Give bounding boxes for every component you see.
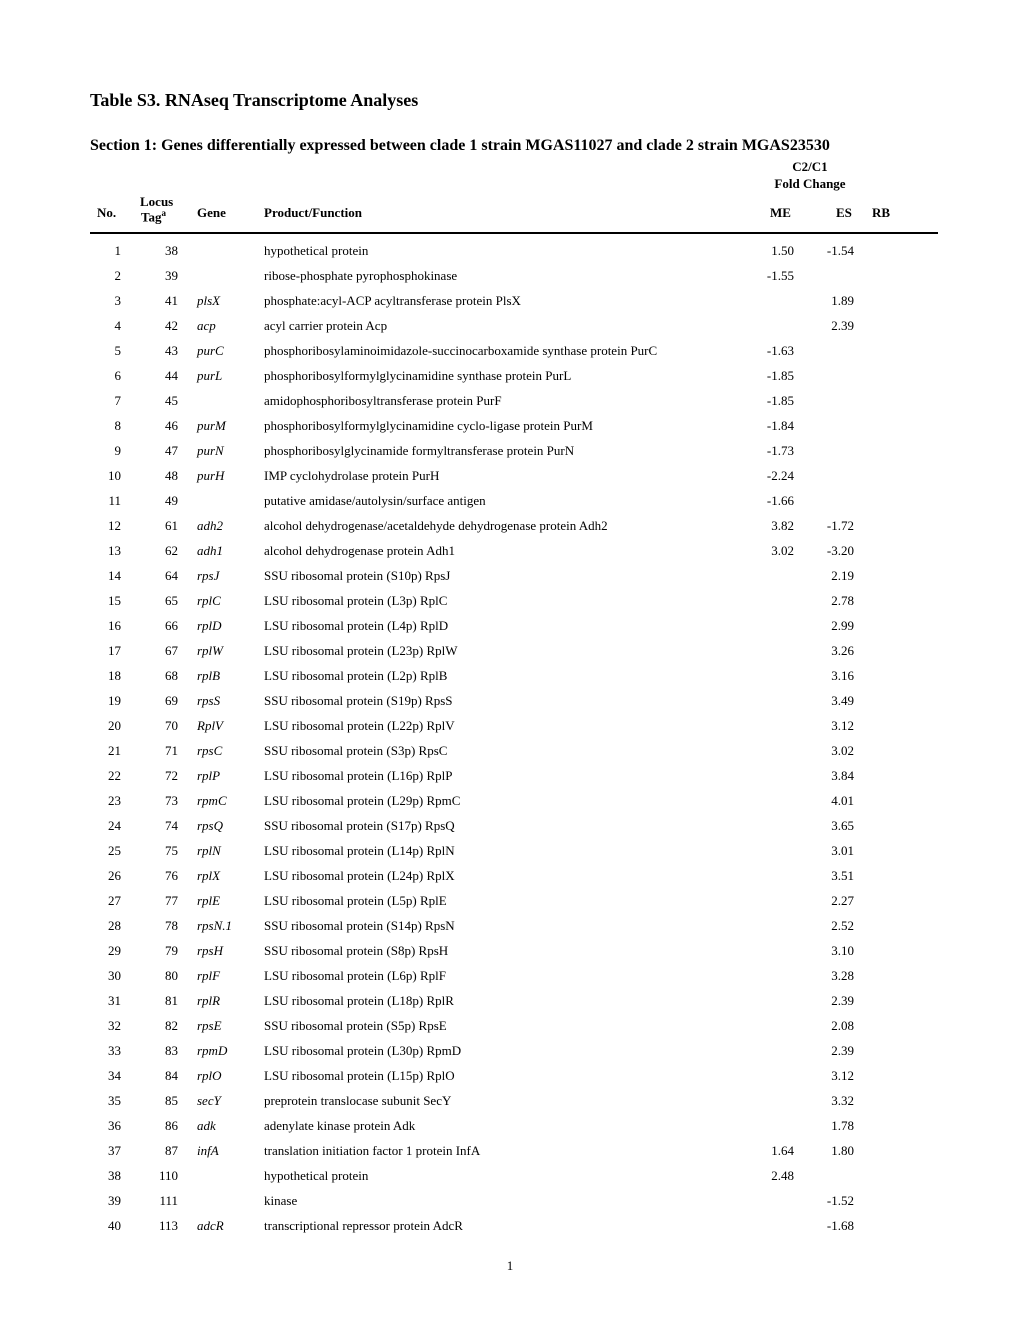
cell-no: 37 [108,1143,121,1158]
cell-no: 35 [108,1093,121,1108]
cell-es: 3.49 [831,693,854,708]
cell-product: LSU ribosomal protein (L24p) RplX [264,868,455,883]
cell-gene: rpmC [197,793,227,808]
cell-product: SSU ribosomal protein (S14p) RpsN [264,918,455,933]
cell-es: 3.02 [831,743,854,758]
cell-es: 3.51 [831,868,854,883]
cell-product: preprotein translocase subunit SecY [264,1093,452,1108]
cell-gene: rpsQ [197,818,224,833]
cell-locus-tag: 67 [165,643,178,658]
cell-gene: infA [197,1143,219,1158]
table-row [0,590,1020,615]
cell-me: 3.02 [771,543,794,558]
table-row [0,265,1020,290]
cell-es: 2.27 [831,893,854,908]
cell-product: LSU ribosomal protein (L22p) RplV [264,718,455,733]
cell-gene: rpmD [197,1043,228,1058]
cell-product: SSU ribosomal protein (S3p) RpsC [264,743,448,758]
table-row [0,890,1020,915]
header-me: ME [770,205,791,220]
cell-product: LSU ribosomal protein (L5p) RplE [264,893,447,908]
cell-no: 20 [108,718,121,733]
cell-no: 3 [114,293,121,308]
table-row [0,1090,1020,1115]
table-row [0,740,1020,765]
table-row [0,490,1020,515]
cell-locus-tag: 48 [165,468,178,483]
column-group-label-fold-change: Fold Change [774,176,846,191]
cell-no: 16 [108,618,121,633]
cell-gene: plsX [197,293,221,308]
cell-no: 14 [108,568,121,583]
table-row [0,665,1020,690]
cell-locus-tag: 79 [165,943,178,958]
table-row [0,990,1020,1015]
cell-gene: rplX [197,868,221,883]
cell-locus-tag: 82 [165,1018,178,1033]
table-row [0,290,1020,315]
table-row [0,440,1020,465]
table-row [0,1015,1020,1040]
cell-es: 2.39 [831,318,854,333]
cell-product: hypothetical protein [264,243,369,258]
cell-no: 25 [108,843,121,858]
cell-locus-tag: 75 [165,843,178,858]
cell-gene: rplR [197,993,221,1008]
cell-locus-tag: 44 [165,368,178,383]
cell-product: transcriptional repressor protein AdcR [264,1218,463,1233]
cell-es: 2.99 [831,618,854,633]
cell-locus-tag: 41 [165,293,178,308]
cell-es: 3.26 [831,643,854,658]
page-title: Table S3. RNAseq Transcriptome Analyses [90,90,419,110]
header-rb: RB [872,205,891,220]
cell-gene: purL [197,368,223,383]
cell-gene: adh2 [197,518,223,533]
cell-locus-tag: 110 [158,1168,178,1183]
cell-no: 36 [108,1118,121,1133]
cell-no: 17 [108,643,121,658]
cell-no: 22 [108,768,121,783]
header-locus: Locus [140,194,174,209]
cell-no: 38 [108,1168,121,1183]
table-row [0,1065,1020,1090]
cell-locus-tag: 66 [165,618,178,633]
cell-locus-tag: 38 [165,243,178,258]
header-es: ES [836,205,852,220]
cell-gene: rpsS [197,693,221,708]
table-row [0,365,1020,390]
cell-no: 13 [108,543,121,558]
cell-product: phosphoribosylglycinamide formyltransferase protein PurN [264,443,575,458]
cell-es: 3.12 [831,718,854,733]
cell-no: 5 [114,343,121,358]
table-body [0,240,1020,1240]
table-row [0,815,1020,840]
cell-locus-tag: 81 [165,993,178,1008]
cell-no: 10 [108,468,121,483]
cell-es: -1.52 [826,1193,854,1208]
cell-no: 39 [108,1193,121,1208]
table-row [0,715,1020,740]
table-row [0,515,1020,540]
cell-product: ribose-phosphate pyrophosphokinase [264,268,458,283]
cell-me: 3.82 [771,518,794,533]
cell-no: 1 [114,243,121,258]
cell-product: phosphate:acyl-ACP acyltransferase protein PlsX [264,293,521,308]
cell-product: SSU ribosomal protein (S8p) RpsH [264,943,449,958]
cell-gene: rpsC [197,743,223,758]
cell-gene: rplO [197,1068,222,1083]
cell-product: translation initiation factor 1 protein InfA [264,1143,481,1158]
header-tag-footnote: a [161,208,166,218]
cell-product: SSU ribosomal protein (S5p) RpsE [264,1018,447,1033]
cell-product: phosphoribosylaminoimidazole-succinocarboxamide synthase protein PurC [264,343,658,358]
cell-es: 3.01 [831,843,854,858]
table-row [0,640,1020,665]
cell-locus-tag: 83 [165,1043,178,1058]
cell-no: 27 [108,893,121,908]
cell-no: 28 [108,918,121,933]
cell-gene: rplC [197,593,221,608]
table-row [0,1115,1020,1140]
cell-es: 1.80 [831,1143,854,1158]
cell-es: 2.78 [831,593,854,608]
cell-no: 23 [108,793,121,808]
table-row [0,390,1020,415]
cell-locus-tag: 39 [165,268,178,283]
cell-no: 24 [108,818,121,833]
cell-gene: adh1 [197,543,223,558]
cell-es: 4.01 [831,793,854,808]
cell-product: LSU ribosomal protein (L18p) RplR [264,993,454,1008]
table-row [0,1040,1020,1065]
cell-locus-tag: 43 [165,343,178,358]
cell-gene: purN [197,443,224,458]
cell-locus-tag: 87 [165,1143,178,1158]
cell-es: 2.52 [831,918,854,933]
cell-es: -1.68 [826,1218,854,1233]
cell-locus-tag: 111 [159,1193,178,1208]
cell-locus-tag: 61 [165,518,178,533]
cell-product: LSU ribosomal protein (L23p) RplW [264,643,458,658]
cell-locus-tag: 65 [165,593,178,608]
cell-me: -2.24 [766,468,794,483]
table-row [0,765,1020,790]
cell-product: LSU ribosomal protein (L30p) RpmD [264,1043,462,1058]
header-tag-text: Tag [141,209,162,225]
cell-es: 1.78 [831,1118,854,1133]
cell-no: 26 [108,868,121,883]
cell-locus-tag: 76 [165,868,178,883]
cell-es: 3.12 [831,1068,854,1083]
cell-locus-tag: 80 [165,968,178,983]
header-gene: Gene [197,205,226,220]
cell-product: LSU ribosomal protein (L2p) RplB [264,668,448,683]
cell-locus-tag: 85 [165,1093,178,1108]
cell-gene: rpsE [197,1018,222,1033]
cell-no: 12 [108,518,121,533]
cell-no: 29 [108,943,121,958]
header-tag [141,208,166,225]
header-product: Product/Function [264,205,362,220]
cell-no: 2 [114,268,121,283]
cell-es: 3.32 [831,1093,854,1108]
cell-es: 1.89 [831,293,854,308]
cell-gene: rplB [197,668,221,683]
cell-locus-tag: 68 [165,668,178,683]
cell-locus-tag: 86 [165,1118,178,1133]
cell-locus-tag: 70 [165,718,178,733]
cell-gene: adk [197,1118,216,1133]
cell-product: alcohol dehydrogenase/acetaldehyde dehydrogenase protein Adh2 [264,518,608,533]
cell-product: putative amidase/autolysin/surface antigen [264,493,486,508]
cell-es: 2.08 [831,1018,854,1033]
cell-es: 2.39 [831,1043,854,1058]
table-row [0,540,1020,565]
table-row [0,615,1020,640]
table-row [0,840,1020,865]
cell-no: 15 [108,593,121,608]
cell-gene: rplW [197,643,223,658]
cell-no: 33 [108,1043,121,1058]
cell-me: -1.63 [766,343,794,358]
cell-locus-tag: 42 [165,318,178,333]
table-row [0,1215,1020,1240]
cell-product: LSU ribosomal protein (L15p) RplO [264,1068,455,1083]
cell-es: 3.10 [831,943,854,958]
table-row [0,940,1020,965]
cell-no: 4 [114,318,121,333]
cell-product: LSU ribosomal protein (L14p) RplN [264,843,455,858]
cell-gene: rpsH [197,943,224,958]
cell-no: 19 [108,693,121,708]
cell-product: hypothetical protein [264,1168,369,1183]
cell-gene: RplV [197,718,223,733]
cell-no: 6 [114,368,121,383]
table-row [0,865,1020,890]
cell-product: LSU ribosomal protein (L6p) RplF [264,968,446,983]
table-row [0,1140,1020,1165]
cell-no: 11 [108,493,121,508]
cell-locus-tag: 49 [165,493,178,508]
cell-es: 3.65 [831,818,854,833]
cell-product: amidophosphoribosyltransferase protein PurF [264,393,502,408]
cell-gene: rplP [197,768,221,783]
cell-locus-tag: 62 [165,543,178,558]
cell-gene: purH [197,468,225,483]
table-row [0,1190,1020,1215]
cell-locus-tag: 71 [165,743,178,758]
cell-locus-tag: 45 [165,393,178,408]
cell-locus-tag: 113 [158,1218,178,1233]
cell-gene: acp [197,318,216,333]
cell-me: 1.50 [771,243,794,258]
cell-no: 32 [108,1018,121,1033]
cell-no: 21 [108,743,121,758]
cell-gene: rpsJ [197,568,220,583]
cell-es: 3.28 [831,968,854,983]
table-row [0,965,1020,990]
section-heading: Section 1: Genes differentially expressed between clade 1 strain MGAS11027 and clade 2 strain MGAS23530 [90,137,830,154]
cell-no: 7 [114,393,121,408]
table-row [0,1165,1020,1190]
cell-es: -1.54 [826,243,854,258]
cell-es: 2.39 [831,993,854,1008]
cell-product: LSU ribosomal protein (L4p) RplD [264,618,449,633]
cell-no: 31 [108,993,121,1008]
cell-locus-tag: 84 [165,1068,178,1083]
cell-gene: secY [197,1093,221,1108]
cell-locus-tag: 74 [165,818,178,833]
cell-es: -1.72 [826,518,854,533]
header-rule [90,232,938,234]
cell-product: SSU ribosomal protein (S10p) RpsJ [264,568,451,583]
cell-me: 2.48 [771,1168,794,1183]
cell-product: adenylate kinase protein Adk [264,1118,416,1133]
cell-es: -3.20 [826,543,854,558]
cell-no: 40 [108,1218,121,1233]
cell-locus-tag: 77 [165,893,178,908]
cell-locus-tag: 47 [165,443,178,458]
table-row [0,340,1020,365]
cell-product: LSU ribosomal protein (L29p) RpmC [264,793,461,808]
cell-me: -1.66 [766,493,794,508]
cell-gene: rplE [197,893,221,908]
cell-locus-tag: 64 [165,568,178,583]
cell-me: -1.85 [766,368,794,383]
cell-es: 3.84 [831,768,854,783]
cell-no: 8 [114,418,121,433]
page-number: 1 [506,1258,514,1273]
header-no: No. [97,205,117,220]
cell-me: -1.85 [766,393,794,408]
column-group-label-ratio: C2/C1 [792,159,828,174]
cell-gene: purM [197,418,226,433]
cell-no: 18 [108,668,121,683]
cell-gene: adcR [197,1218,224,1233]
table-row [0,315,1020,340]
cell-product: SSU ribosomal protein (S17p) RpsQ [264,818,455,833]
cell-no: 30 [108,968,121,983]
table-row [0,465,1020,490]
table-row [0,690,1020,715]
cell-me: -1.73 [766,443,794,458]
cell-me: -1.84 [766,418,794,433]
cell-gene: rplD [197,618,222,633]
cell-locus-tag: 73 [165,793,178,808]
cell-locus-tag: 72 [165,768,178,783]
cell-gene: rplN [197,843,221,858]
table-row [0,415,1020,440]
cell-product: phosphoribosylformylglycinamidine synthase protein PurL [264,368,572,383]
cell-product: alcohol dehydrogenase protein Adh1 [264,543,455,558]
cell-locus-tag: 78 [165,918,178,933]
table-row [0,915,1020,940]
cell-product: IMP cyclohydrolase protein PurH [264,468,440,483]
table-row [0,240,1020,265]
cell-me: 1.64 [771,1143,794,1158]
cell-product: LSU ribosomal protein (L16p) RplP [264,768,453,783]
cell-no: 9 [114,443,121,458]
cell-product: SSU ribosomal protein (S19p) RpsS [264,693,453,708]
cell-locus-tag: 69 [165,693,178,708]
cell-product: acyl carrier protein Acp [264,318,388,333]
cell-gene: purC [197,343,224,358]
cell-product: kinase [264,1193,298,1208]
table-row [0,790,1020,815]
cell-gene: rplF [197,968,221,983]
cell-product: phosphoribosylformylglycinamidine cyclo-ligase protein PurM [264,418,593,433]
cell-es: 3.16 [831,668,854,683]
table-row [0,565,1020,590]
cell-no: 34 [108,1068,121,1083]
cell-es: 2.19 [831,568,854,583]
cell-product: LSU ribosomal protein (L3p) RplC [264,593,448,608]
cell-me: -1.55 [766,268,794,283]
cell-locus-tag: 46 [165,418,178,433]
cell-gene: rpsN.1 [197,918,233,933]
